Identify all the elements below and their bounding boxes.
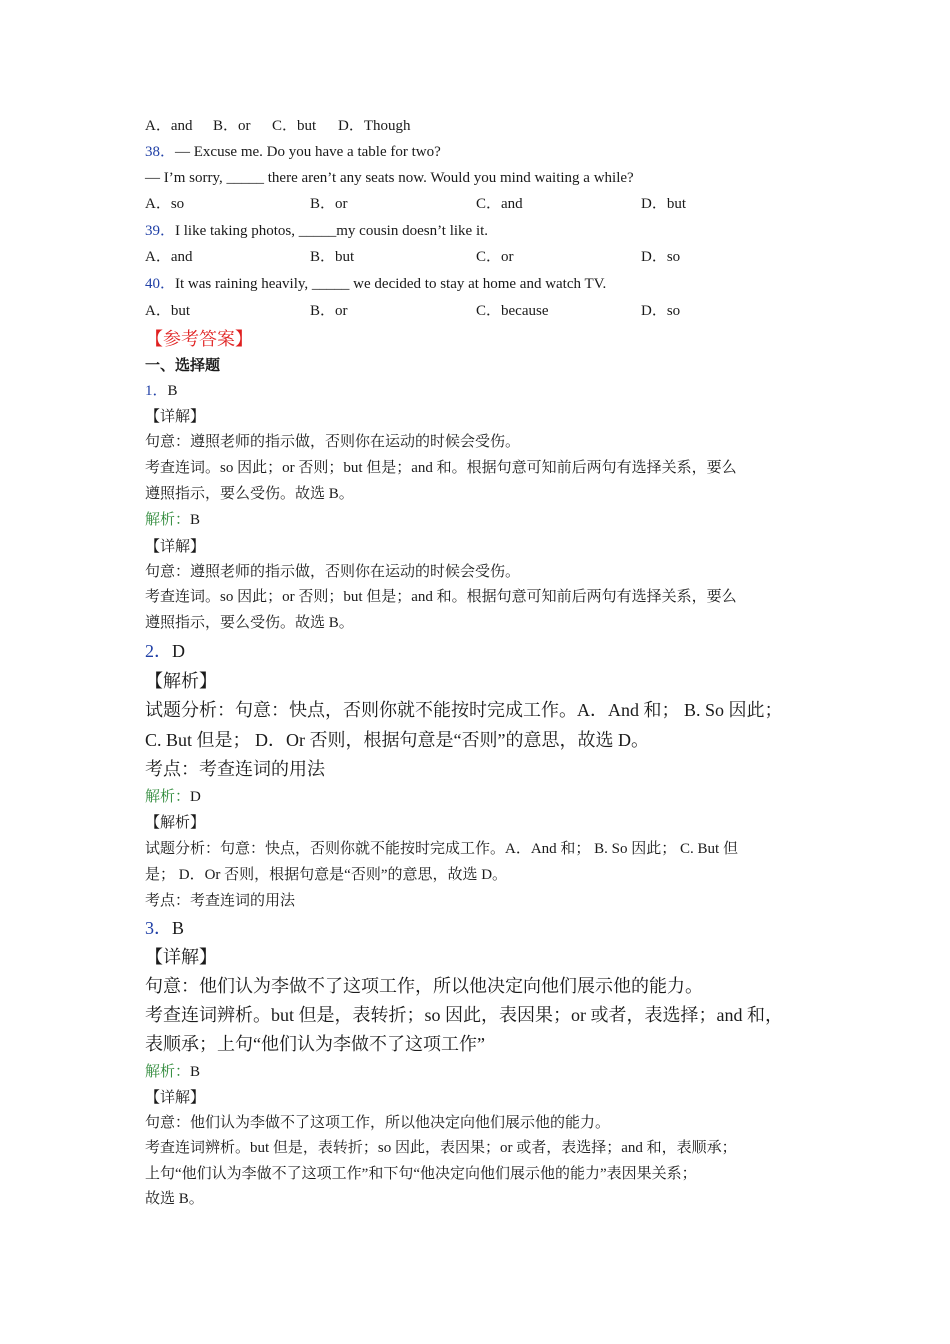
answer-2 xyxy=(145,639,185,663)
question-text: It was raining heavily, _____ we decided to stay at home and watch TV. xyxy=(175,276,607,292)
answer-1-label: 【详解】 xyxy=(145,409,206,425)
answer-1-label-2: 【详解】 xyxy=(145,539,206,555)
answer-3-analysis-2-cont: 上句“他们认为李做不了这项工作”和下句“他决定向他们展示他的能力”表因果关系； xyxy=(145,1166,697,1182)
section-title: 一、选择题 xyxy=(145,358,221,374)
q40-option-d: D．so xyxy=(641,303,681,319)
answer-2-label-2: 【解析】 xyxy=(145,815,206,831)
jiexi-answer: D xyxy=(190,789,201,805)
answer-3-analysis-cont: 表顺承；上句“他们认为李做不了这项工作” xyxy=(145,1034,485,1054)
answer-3-analysis: 考查连词辨析。but 但是，表转折；so 因此，表因果；or 或者，表选择；and 和， xyxy=(145,1005,783,1025)
q37-option-a: A．and xyxy=(145,118,193,134)
q37-option-c: C．but xyxy=(272,118,317,134)
jiexi-label: 解析： xyxy=(145,1064,191,1080)
jiexi-answer: B xyxy=(190,1064,201,1080)
answer-2-analysis-2-cont: 是； D．Or 否则，根据句意是“否则”的意思，故选 D。 xyxy=(145,867,508,883)
question-text: — Excuse me. Do you have a table for two? xyxy=(175,144,441,160)
q38-option-b: B．or xyxy=(310,196,348,212)
answer-1 xyxy=(145,381,178,401)
answers-header: 【参考答案】 xyxy=(145,329,253,349)
answer-3-label-2: 【详解】 xyxy=(145,1090,206,1106)
answer-2-jiexi xyxy=(145,787,201,807)
answer-3-jiexi xyxy=(145,1062,200,1082)
answer-3-label: 【详解】 xyxy=(145,947,217,967)
question-text: I like taking photos, _____my cousin doesn’t like it. xyxy=(175,223,489,239)
jiexi-answer: B xyxy=(190,512,201,528)
question-number: 40． xyxy=(145,276,176,292)
answer-number: 2． xyxy=(145,641,172,661)
q39-option-b: B．but xyxy=(310,249,355,265)
q37-option-d: D．Though xyxy=(338,118,411,134)
q40-option-b: B．or xyxy=(310,303,348,319)
q38-option-c: C．and xyxy=(476,196,523,212)
answer-2-label: 【解析】 xyxy=(145,671,217,691)
question-38-line2: — I’m sorry, _____ there aren’t any seats now. Would you mind waiting a while? xyxy=(145,170,634,186)
answer-2-analysis-2: 试题分析：句意：快点，否则你就不能按时完成工作。A．And 和； B. So 因此； C. But 但 xyxy=(145,841,738,857)
answer-value: D xyxy=(172,641,185,661)
question-38 xyxy=(145,142,441,162)
answer-3-analysis-2: 考查连词辨析。but 但是，表转折；so 因此，表因果；or 或者，表选择；and 和，表顺承； xyxy=(145,1140,737,1156)
q38-option-d: D．but xyxy=(641,196,687,212)
answer-number: 1． xyxy=(145,383,168,399)
question-number: 38． xyxy=(145,144,176,160)
answer-1-jiexi xyxy=(145,510,200,530)
answer-2-analysis-cont: C. But 但是； D．Or 否则，根据句意是“否则”的意思，故选 D。 xyxy=(145,730,649,750)
q39-option-d: D．so xyxy=(641,249,681,265)
answer-3 xyxy=(145,916,184,940)
answer-1-analysis-2: 考查连词。so 因此；or 否则；but 但是；and 和。根据句意可知前后两句有选择关系，要么 xyxy=(145,589,737,605)
jiexi-label: 解析： xyxy=(145,512,191,528)
answer-2-point-2: 考点：考查连词的用法 xyxy=(145,893,296,909)
question-number: 39． xyxy=(145,223,176,239)
answer-1-analysis-2-cont: 遵照指示，要么受伤。故选 B。 xyxy=(145,615,354,631)
answer-value: B xyxy=(172,918,185,938)
answer-1-analysis-cont: 遵照指示，要么受伤。故选 B。 xyxy=(145,486,354,502)
question-40 xyxy=(145,274,606,294)
answer-3-conclusion: 故选 B。 xyxy=(145,1191,204,1207)
q38-option-a: A．so xyxy=(145,196,185,212)
answer-2-point: 考点：考查连词的用法 xyxy=(145,759,325,779)
answer-number: 3． xyxy=(145,918,172,938)
answer-2-analysis: 试题分析：句意：快点，否则你就不能按时完成工作。A．And 和； B. So 因此； xyxy=(145,700,783,720)
answer-value: B xyxy=(167,383,178,399)
q37-option-b: B．or xyxy=(213,118,251,134)
question-39 xyxy=(145,221,488,241)
q39-option-c: C．or xyxy=(476,249,514,265)
q40-option-a: A．but xyxy=(145,303,191,319)
q39-option-a: A．and xyxy=(145,249,193,265)
answer-3-meaning-2: 句意：他们认为李做不了这项工作，所以他决定向他们展示他的能力。 xyxy=(145,1115,611,1131)
answer-3-meaning: 句意：他们认为李做不了这项工作，所以他决定向他们展示他的能力。 xyxy=(145,976,703,996)
jiexi-label: 解析： xyxy=(145,789,191,805)
q40-option-c: C．because xyxy=(476,303,549,319)
answer-1-meaning: 句意：遵照老师的指示做，否则你在运动的时候会受伤。 xyxy=(145,434,521,450)
answer-1-meaning-2: 句意：遵照老师的指示做，否则你在运动的时候会受伤。 xyxy=(145,564,521,580)
answer-1-analysis: 考查连词。so 因此；or 否则；but 但是；and 和。根据句意可知前后两句有选择关系，要么 xyxy=(145,460,737,476)
